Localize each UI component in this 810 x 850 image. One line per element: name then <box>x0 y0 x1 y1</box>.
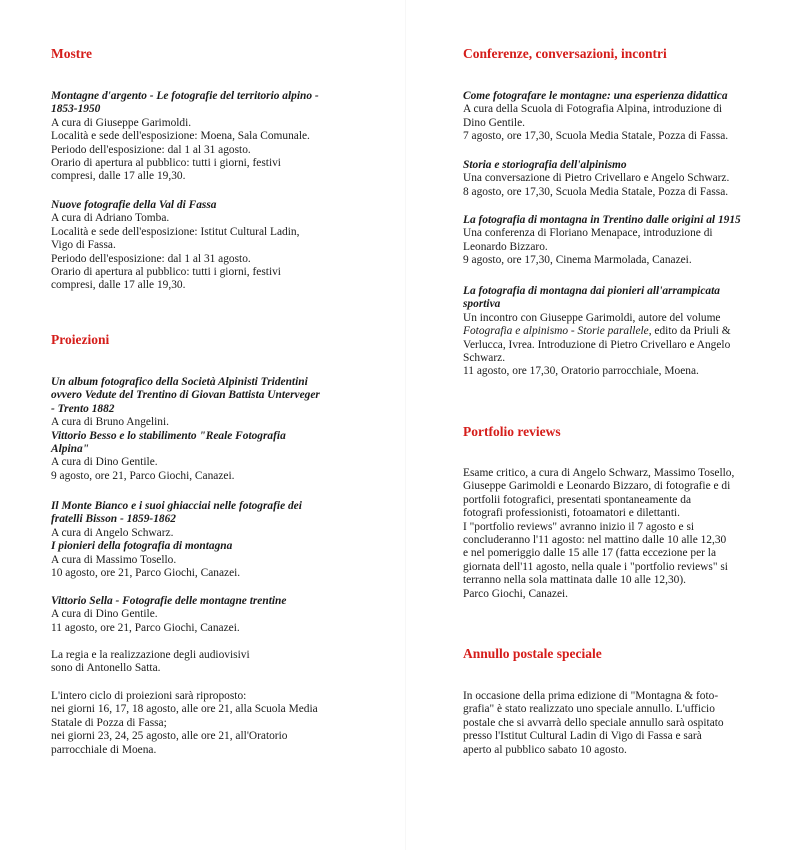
item-line: Una conferenza di Floriano Menapace, introduzione di <box>463 227 713 240</box>
item-line: 11 agosto, ore 21, Parco Giochi, Canazei. <box>51 621 240 634</box>
item-line: A cura di Adriano Tomba. <box>51 212 170 225</box>
item-line: Vigo di Fassa. <box>51 239 116 252</box>
item-line: presso l'Istitut Cultural Ladin di Vigo di Fassa e sarà <box>463 730 702 743</box>
item-line: Località e sede dell'esposizione: Moena, Sala Comunale. <box>51 130 310 143</box>
item-line-rest: , edito da Priuli & <box>648 325 731 338</box>
item-title: sportiva <box>463 298 501 311</box>
item-line: Parco Giochi, Canazei. <box>463 587 569 600</box>
item-line: compresi, dalle 17 alle 19,30. <box>51 279 186 292</box>
item-line: 8 agosto, ore 17,30, Scuola Media Statale, Pozza di Fassa. <box>463 185 729 198</box>
item-line: grafia" è stato realizzato uno speciale annullo. L'ufficio <box>463 703 715 716</box>
mostra-item-1 <box>51 90 319 184</box>
item-title: fratelli Bisson - 1859-1862 <box>51 513 176 526</box>
item-line: Statale di Pozza di Fassa; <box>51 716 167 729</box>
section-heading-portfolio: Portfolio reviews <box>463 424 561 439</box>
item-line: e nel pomeriggio dalle 15 alle 17 (fatta eccezione per la <box>463 547 717 560</box>
item-line: Orario di apertura al pubblico: tutti i giorni, festivi <box>51 266 281 279</box>
item-title: Alpina" <box>51 443 89 456</box>
item-line: Periodo dell'esposizione: dal 1 al 31 agosto. <box>51 143 251 156</box>
annullo-text <box>463 690 724 757</box>
item-line: Esame critico, a cura di Angelo Schwarz, Massimo Tosello, <box>463 467 735 479</box>
item-title: Montagne d'argento - Le fotografie del territorio alpino - <box>51 90 319 102</box>
item-line: Schwarz. <box>463 352 506 365</box>
item-title: Nuove fotografie della Val di Fassa <box>51 199 217 211</box>
item-title: Un album fotografico della Società Alpinisti Tridentini <box>51 376 308 388</box>
item-title: - Trento 1882 <box>51 402 115 415</box>
item-line: nei giorni 23, 24, 25 agosto, alle ore 21, all'Oratorio <box>51 730 288 743</box>
book-title: Fotografia e alpinismo - Storie parallele <box>463 325 649 338</box>
conferenza-item-3 <box>463 214 741 268</box>
item-line: A cura di Angelo Schwarz. <box>51 526 174 539</box>
item-line: compresi, dalle 17 alle 19,30. <box>51 170 186 183</box>
page-fold <box>405 0 406 850</box>
item-line: 10 agosto, ore 21, Parco Giochi, Canazei. <box>51 567 241 580</box>
item-line: concluderanno l'11 agosto: nel mattino dalle 10 alle 12,30 <box>463 534 727 547</box>
item-line: A cura di Dino Gentile. <box>51 608 158 621</box>
item-line: 9 agosto, ore 17,30, Cinema Marmolada, Canazei. <box>463 254 692 267</box>
item-line: A cura di Massimo Tosello. <box>51 553 177 566</box>
item-line: I "portfolio reviews" avranno inizio il 7 agosto e si <box>463 520 695 533</box>
section-heading-annullo: Annullo postale speciale <box>463 646 602 661</box>
regia-note <box>51 649 250 676</box>
item-line: L'intero ciclo di proiezioni sarà riproposto: <box>51 690 247 702</box>
item-line: A cura della Scuola di Fotografia Alpina, introduzione di <box>463 103 723 116</box>
item-title: Storia e storiografia dell'alpinismo <box>463 159 627 171</box>
item-line: 7 agosto, ore 17,30, Scuola Media Statale, Pozza di Fassa. <box>463 130 729 143</box>
conferenza-item-4 <box>463 285 731 379</box>
item-line: In occasione della prima edizione di "Montagna & foto- <box>463 690 719 702</box>
item-line: 11 agosto, ore 17,30, Oratorio parrocchiale, Moena. <box>463 365 699 378</box>
item-title: 1853-1950 <box>51 103 101 116</box>
item-title: I pionieri della fotografia di montagna <box>51 540 233 553</box>
item-line: sono di Antonello Satta. <box>51 662 161 675</box>
portfolio-text <box>463 467 734 601</box>
item-line: Dino Gentile. <box>463 116 526 129</box>
proiezione-item-1 <box>51 376 320 483</box>
item-line: portfolii fotografici, presentati spontaneamente da <box>463 493 692 506</box>
item-line: fotografi professionisti, fotoamatori e dilettanti. <box>463 507 681 520</box>
proiezione-item-2 <box>51 500 302 580</box>
item-line: terranno nella sola mattinata dalle 10 alle 12,30). <box>463 574 686 587</box>
conferenza-item-1 <box>463 90 728 144</box>
item-title: ovvero Vedute del Trentino di Giovan Battista Unterveger <box>51 389 320 402</box>
item-title: La fotografia di montagna in Trentino dalle origini al 1915 <box>463 214 741 226</box>
item-line: Leonardo Bizzaro. <box>463 240 548 253</box>
mostra-item-2 <box>51 199 299 293</box>
item-line: Una conversazione di Pietro Crivellaro e Angelo Schwarz. <box>463 172 730 185</box>
section-heading-conferenze: Conferenze, conversazioni, incontri <box>463 46 667 61</box>
item-line: Un incontro con Giuseppe Garimoldi, autore del volume <box>463 311 721 324</box>
item-line: parrocchiale di Moena. <box>51 743 157 756</box>
item-line: giornata dell'11 agosto, nella quale i "portfolio reviews" si <box>463 560 728 573</box>
item-line: La regia e la realizzazione degli audiovisivi <box>51 649 250 661</box>
item-line-mixed <box>463 325 731 338</box>
item-line: aperto al pubblico sabato 10 agosto. <box>463 743 627 756</box>
item-title: Vittorio Sella - Fotografie delle montagne trentine <box>51 595 287 607</box>
item-line: A cura di Dino Gentile. <box>51 456 158 469</box>
item-title: Il Monte Bianco e i suoi ghiacciai nelle fotografie dei <box>51 500 302 512</box>
item-line: nei giorni 16, 17, 18 agosto, alle ore 21, alla Scuola Media <box>51 703 318 716</box>
item-title: Vittorio Besso e lo stabilimento "Reale Fotografia <box>51 429 286 442</box>
conferenza-item-2 <box>463 159 729 199</box>
item-line: Verlucca, Ivrea. Introduzione di Pietro Crivellaro e Angelo <box>463 338 731 351</box>
item-line: 9 agosto, ore 21, Parco Giochi, Canazei. <box>51 469 235 482</box>
item-title: La fotografia di montagna dai pionieri all'arrampicata <box>463 285 720 297</box>
proiezione-item-3 <box>51 595 286 635</box>
item-title: Come fotografare le montagne: una esperienza didattica <box>463 90 728 102</box>
item-line: Orario di apertura al pubblico: tutti i giorni, festivi <box>51 157 281 170</box>
section-heading-mostre: Mostre <box>51 46 92 61</box>
item-line: A cura di Giuseppe Garimoldi. <box>51 116 192 129</box>
item-line: Località e sede dell'esposizione: Istitut Cultural Ladin, <box>51 225 300 238</box>
item-line: Periodo dell'esposizione: dal 1 al 31 agosto. <box>51 252 251 265</box>
ciclo-note <box>51 690 318 757</box>
item-line: postale che si avvarrà dello speciale annullo sarà ospitato <box>463 716 724 729</box>
section-heading-proiezioni: Proiezioni <box>51 332 110 347</box>
item-line: A cura di Bruno Angelini. <box>51 416 170 429</box>
item-line: Giuseppe Garimoldi e Leonardo Bizzaro, di fotografie e di <box>463 480 731 493</box>
